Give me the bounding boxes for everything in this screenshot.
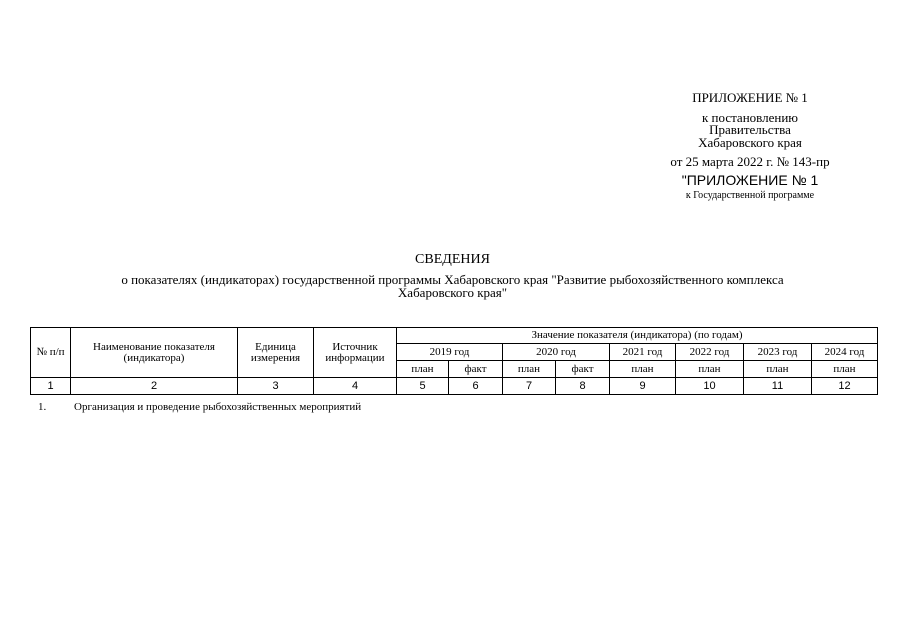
appendix-line-decree: к постановлению [701,110,799,125]
header-unit: Единица измерения [238,328,314,378]
header-name: Наименование показателя (индикатора) [71,328,238,378]
indicators-table [30,327,878,395]
year-2019: 2019 год [397,344,503,361]
column-number-cell: 10 [676,378,744,395]
column-number-cell: 7 [503,378,556,395]
sub-header-cell: план [503,361,556,378]
header-num: № п/п [31,328,71,378]
year-2022: 2022 год [676,344,744,361]
column-number-cell: 4 [314,378,397,395]
sub-header-cell: план [744,361,812,378]
document-subtitle-line-2: Хабаровского края" [397,285,508,300]
header-row-1 [31,328,878,344]
column-number-cell: 12 [812,378,878,395]
year-2023: 2023 год [744,344,812,361]
year-2021: 2021 год [610,344,676,361]
column-number-cell: 6 [449,378,503,395]
sub-header-cell: план [610,361,676,378]
column-number-cell: 5 [397,378,449,395]
column-number-cell: 8 [556,378,610,395]
appendix-line-government: Правительства [709,122,791,137]
sub-header-cell: факт [449,361,503,378]
column-number-cell: 1 [31,378,71,395]
column-number-cell: 11 [744,378,812,395]
sub-header-cell: план [812,361,878,378]
section-label: Организация и проведение рыбохозяйственных мероприятий [74,401,362,413]
appendix-quoted-title: "ПРИЛОЖЕНИЕ № 1 [681,172,819,188]
appendix-line-region: Хабаровского края [698,135,802,150]
header-values-group: Значение показателя (индикатора) (по годам) [397,328,878,344]
column-number-cell: 9 [610,378,676,395]
header-source: Источник информации [314,328,397,378]
section-row [38,401,361,413]
section-number: 1. [38,401,47,413]
appendix-title: ПРИЛОЖЕНИЕ № 1 [692,90,808,105]
document-subtitle-line-1: о показателях (индикаторах) государственной программы Хабаровского края "Развитие рыбохозяйственного комплекса [121,272,784,287]
sub-header-cell: план [397,361,449,378]
column-number-row [31,378,878,395]
column-number-cell: 3 [238,378,314,395]
appendix-line-program: к Государственной программе [685,190,815,201]
document-title: СВЕДЕНИЯ [415,252,490,267]
appendix-line-date: от 25 марта 2022 г. № 143-пр [670,154,830,169]
year-2024: 2024 год [812,344,878,361]
year-2020: 2020 год [503,344,610,361]
column-number-cell: 2 [71,378,238,395]
sub-header-cell: факт [556,361,610,378]
sub-header-cell: план [676,361,744,378]
